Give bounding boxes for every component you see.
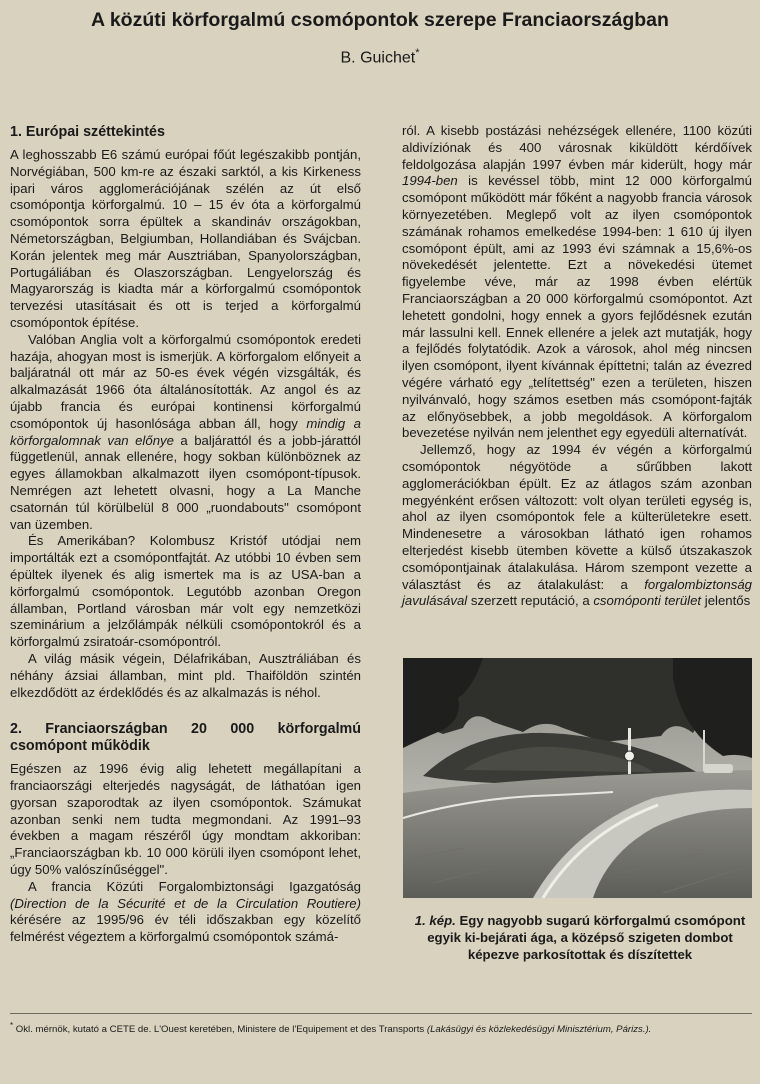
author-footnote-mark: * xyxy=(415,47,420,59)
emphasis-run: 1994-ben xyxy=(402,173,458,189)
text-run: jelentős xyxy=(701,593,751,609)
section-2-paragraph-2 xyxy=(10,879,361,946)
figure-caption-text: Egy nagyobb sugarú körforgalmú csomópont egyik ki-bejárati ága, a középső szigeten dombot képezve parkosítottak és díszítettek xyxy=(427,913,746,962)
section-1-paragraph-3: És Amerikában? Kolombusz Kristóf utódjai nem importálták ezt a csomópontfajtát. Az utóbbi 10 évben sem épültek ilyenek és alig ismertek ma is az USA-ban a körforgalmú csomópontok. Legutóbb azonban Oregon államban, Portland városban már volt egy nemzetközi szeminárium a jelzőlámpák nélküli csomópontokról és a körforgalmú zsiratoár-csomópontról. xyxy=(10,533,361,650)
emphasis-run: forgalombiztonság javulásával xyxy=(402,576,752,609)
left-column xyxy=(10,124,361,946)
right-column xyxy=(402,123,752,610)
right-paragraph-1 xyxy=(402,123,752,442)
emphasis-run: csomóponti terület xyxy=(593,593,702,609)
author-line xyxy=(0,47,760,67)
text-run: a baljárattól és a jobb-járattól függetlenül, annak ellenére, hogy sokban különböznek az egyes államokban alkalmazott ilyen csomópont-típusok. Nemrégen azt lehetett olvasni, hogy a La Manche csatornán túl körülbelül 8 000 „ruondabouts" csomópont van üzemben. xyxy=(10,432,361,532)
text-run: Valóban Anglia volt a körforgalmú csomópontok eredeti hazája, ahogyan most is ismerjük. A körforgalom előnyeit a baljáratnál ott már az 50-es évek végén vizsgálták, és alkalmazását 1966 óta általánosították. Az angol és az újabb francia és európai kontinensi körforgalmú csomópontok új hasonlósága abban áll, hogy xyxy=(10,331,361,431)
footnote-mark: * xyxy=(10,1021,14,1030)
footnote-divider xyxy=(10,1013,752,1014)
text-run: A francia Közúti Forgalombiztonsági Igazgatóság xyxy=(28,878,361,894)
footnote-emphasis: (Lakásügyi és közlekedésügyi Minisztérium, Párizs.). xyxy=(426,1024,652,1036)
page-title: A közúti körforgalmú csomópontok szerepe Franciaországban xyxy=(91,9,669,31)
text-run: Jellemző, hogy az 1994 év végén a körforgalmú csomópontok négyötöde a sűrűbben lakott agglomerációkban épült. Ez az átlagos szám azonban megyénként erősen változott: volt olyan területi egység is, ahol az ilyen csomópontok fele a külterületekre esett. Mindenesetre a városokban látható igen rohamos elterjedést kisebb ütemben követte a külső útszakaszok csomópontjainak átalakulása. Három szempont vezette a választást és az átalakulást: a xyxy=(402,442,752,592)
section-1-paragraph-2 xyxy=(10,332,361,534)
text-run: kérésére az 1995/96 év téli időszakban egy közelítő felmérést végeztem a körforgalmú csomópontok számá- xyxy=(10,912,361,945)
text-run: ról. A kisebb postázási nehézségek ellenére, 1100 közúti aldivíziónak és 400 városnak kiküldött kérdőívek feldolgozása alapján 1997 évben már kiderült, hogy már xyxy=(402,123,752,172)
section-1-paragraph-1: A leghosszabb E6 számú európai főút legészakibb pontján, Norvégiában, 500 km-re az északi sarktól, a kis Kirkeness ipari város agglomerációjának szélén az út első csomópontja körforgalmú. 10 – 15 év óta a körforgalmú csomópontok sorra épültek a skandináv országokban, Németországban, Belgiumban, Hollandiában és Svájcban. Korán jelentek meg már Ausztriában, Spanyolországban, Portugáliában és Olaszországban. Lengyelország és Magyarország is kiadta már a körforgalmú csomópontok tervezési utasításait és ott is terjed a körforgalmú csomópontok építése. xyxy=(10,147,361,330)
author-name: B. Guichet xyxy=(340,49,416,67)
section-2-heading: 2. Franciaországban 20 000 körforgalmú csomópont működik xyxy=(10,721,361,755)
section-1-heading: 1. Európai széttekintés xyxy=(10,124,165,140)
figure-label: 1. kép. xyxy=(414,913,456,928)
figure-caption xyxy=(410,912,750,963)
footnote xyxy=(10,1020,752,1036)
text-run: is kevéssel több, mint 12 000 körforgalmú csomópont működött már főként a nagyobb francia városok környezetében. Meglepő volt az ilyen csomópontok számának rohamos emelkedése 1994-ben: 1 610 új ilyen csomópont épült, ami az 1993 évi számnak a 15,6%-os növekedését jelentette. Ezt a növekedési ütemet figyelembe véve, már az 1998 évben elértük Franciaországban a 20 000 körforgalmú csomópontot. Azt lehetett gondolni, hogy ennek a gyors fejlődésnek ezután már lassulni kell. Ennek ellenére a jelek azt mutatják, hogy a fejlődés folytatódik. Azok a városok, ahol még nincsen ilyen csomópont, ilyent kívánnak építtetni; talán az évezred végére várható egy „telítettség" ezen a területen, hiszen nyilvánvaló, hogy számos esetben más csomópont-fajták az előnyösebbek, a jobb megoldások. A körforgalom bevezetése nyilván nem jelenthet egy egyedüli alternatívát. xyxy=(402,173,752,441)
text-run: szerzett reputáció, a xyxy=(467,593,594,609)
right-paragraph-2 xyxy=(402,442,752,610)
roundabout-photo-illustration xyxy=(403,658,752,898)
section-2-paragraph-1: Egészen az 1996 évig alig lehetett megállapítani a franciaországi elterjedés nagyságát, de láthatóan igen gyorsan szaporodtak az ilyen csomópontok. Számukat azonban senki nem tudta megmondani. Az 1991–93 években a magam részéről úgy mondtam akkoriban: „Franciaországban kb. 10 000 körüli ilyen csomópont lehet, úgy 50% valószínűséggel". xyxy=(10,761,361,878)
roundabout-photo xyxy=(403,658,752,898)
emphasis-run: (Direction de la Sécurité et de la Circulation Routiere) xyxy=(10,895,361,911)
footnote-text: Okl. mérnök, kutató a CETE de. L'Ouest keretében, Ministere de l'Equipement et des Transports xyxy=(15,1024,427,1036)
emphasis-run: mindig a körforgalomnak van előnye xyxy=(10,415,361,448)
section-1-paragraph-4: A világ másik végein, Délafrikában, Ausztráliában és néhány ázsiai államban, mint pld. Thaiföldön szintén elkezdődött az érdeklődés és az alkalmazás is néhol. xyxy=(10,650,361,700)
